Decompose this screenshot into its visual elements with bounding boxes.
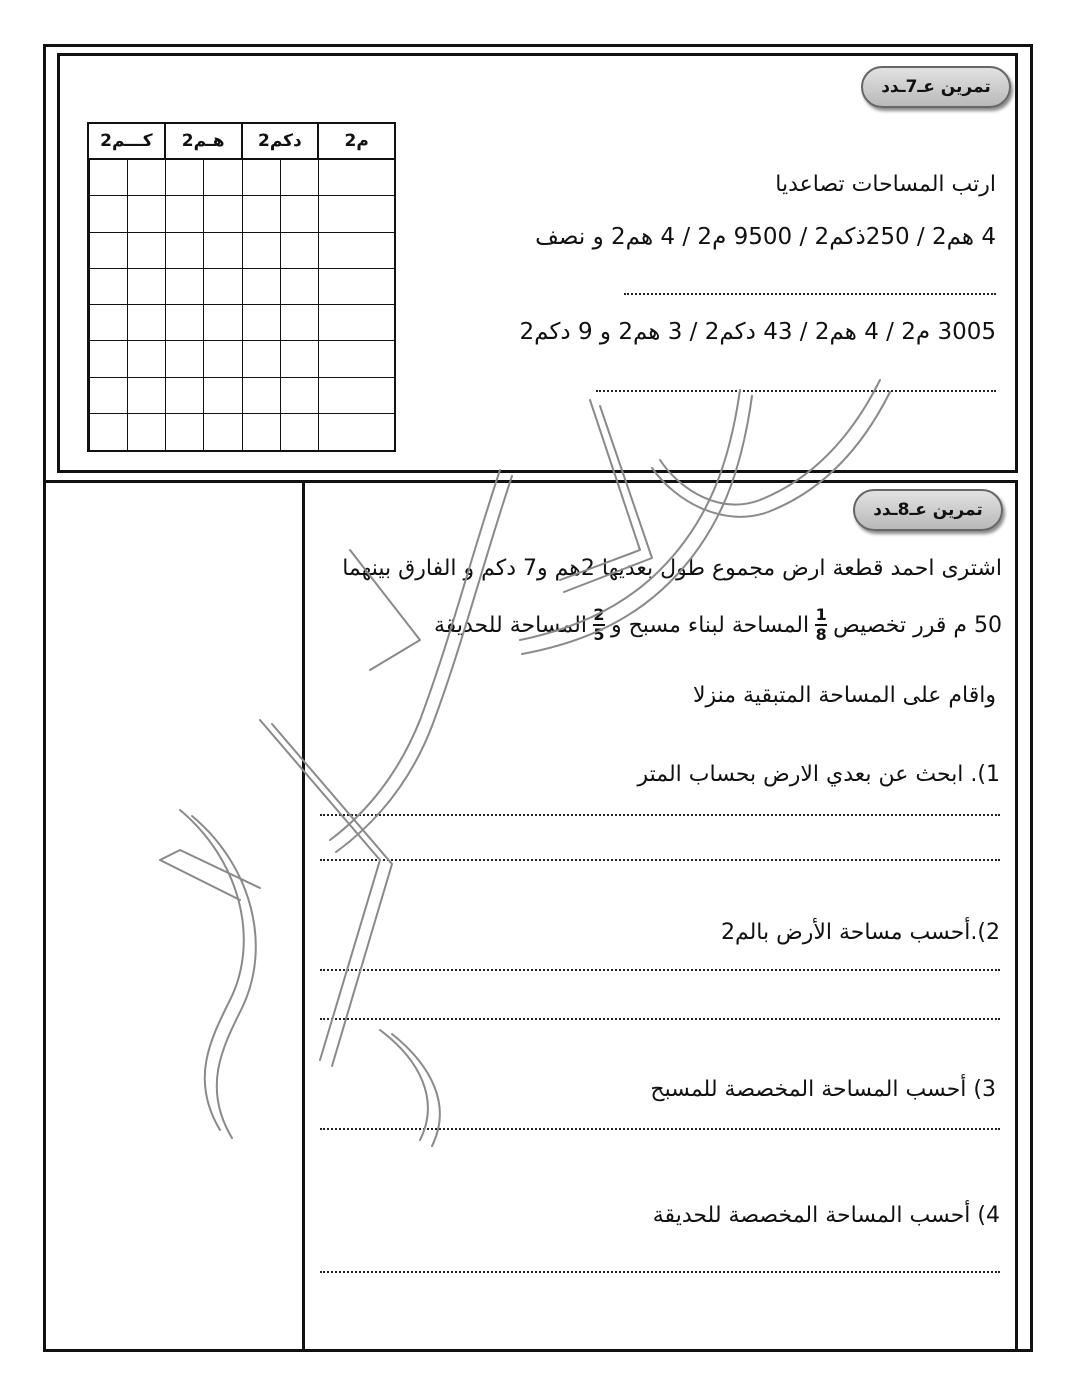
grid-cell[interactable] xyxy=(318,160,356,196)
grid-cell[interactable] xyxy=(280,341,318,377)
grid-cell[interactable] xyxy=(318,269,356,305)
conversion-table xyxy=(87,122,396,452)
grid-cell[interactable] xyxy=(127,414,165,450)
question1-answer-line2[interactable] xyxy=(320,859,1000,861)
grid-cell[interactable] xyxy=(127,196,165,232)
grid-cell[interactable] xyxy=(165,160,203,196)
grid-cell[interactable] xyxy=(127,233,165,269)
grid-cell[interactable] xyxy=(280,196,318,232)
grid-cell[interactable] xyxy=(165,378,203,414)
question2-answer-line2[interactable] xyxy=(320,1018,1000,1020)
header-hm2: هـم2 xyxy=(164,124,241,158)
grid-cell[interactable] xyxy=(318,378,356,414)
grid-cell[interactable] xyxy=(89,196,127,232)
question1-answer-line1[interactable] xyxy=(320,814,1000,816)
grid-cell[interactable] xyxy=(356,196,394,232)
grid-cell[interactable] xyxy=(280,305,318,341)
grid-cell[interactable] xyxy=(127,378,165,414)
exercise8-line3: واقام على المساحة المتبقية منزلا xyxy=(692,683,996,708)
grid-cell[interactable] xyxy=(127,305,165,341)
grid-cell[interactable] xyxy=(242,414,280,450)
grid-cell[interactable] xyxy=(89,160,127,196)
grid-cell[interactable] xyxy=(203,233,241,269)
grid-cell[interactable] xyxy=(242,341,280,377)
grid-cell[interactable] xyxy=(242,160,280,196)
exercise7-answer-line2[interactable] xyxy=(596,390,996,392)
grid-cell[interactable] xyxy=(280,269,318,305)
grid-cell[interactable] xyxy=(318,305,356,341)
question3-answer-line[interactable] xyxy=(320,1128,1000,1130)
grid-cell[interactable] xyxy=(203,414,241,450)
grid-cell[interactable] xyxy=(89,269,127,305)
question4-answer-line[interactable] xyxy=(320,1271,1000,1273)
exercise8-line2-start: 50 م قرر تخصيص xyxy=(833,612,1002,638)
fraction-one-eighth xyxy=(815,606,827,644)
exercise8-right-border xyxy=(1015,480,1018,1351)
exercise8-line1: اشترى احمد قطعة ارض مجموع طول بعديها 2هم و7 دكم و الفارق بينهما xyxy=(342,556,1002,581)
question-3: 3) أحسب المساحة المخصصة للمسبح xyxy=(650,1077,996,1102)
grid-cell[interactable] xyxy=(127,160,165,196)
grid-cell[interactable] xyxy=(89,378,127,414)
grid-cell[interactable] xyxy=(280,160,318,196)
exercise7-row2: 3005 م2 / 4 هم2 / 43 دكم2 / 3 هم2 و 9 دكم2 xyxy=(519,319,996,345)
answer-column xyxy=(43,480,305,1351)
question-2: 2).أحسب مساحة الأرض بالم2 xyxy=(720,920,1000,945)
fraction2-denominator: 5 xyxy=(593,625,605,644)
grid-cell[interactable] xyxy=(242,233,280,269)
grid-cell[interactable] xyxy=(280,414,318,450)
exercise8-line2-middle: المساحة لبناء مسبح و xyxy=(610,612,810,638)
exercise8-badge: تمرين عـ8ـدد xyxy=(853,489,1003,531)
grid-cell[interactable] xyxy=(165,233,203,269)
grid-cell[interactable] xyxy=(318,196,356,232)
grid-cell[interactable] xyxy=(127,341,165,377)
exercise7-row1: 4 هم2 / 250ذكم2 / 9500 م2 / 4 هم2 و نصف xyxy=(535,224,996,250)
grid-cell[interactable] xyxy=(203,269,241,305)
grid-cell[interactable] xyxy=(356,305,394,341)
grid-cell[interactable] xyxy=(356,341,394,377)
grid-cell[interactable] xyxy=(280,233,318,269)
header-km2: كـــم2 xyxy=(100,131,153,151)
grid-cell[interactable] xyxy=(242,305,280,341)
grid-cell[interactable] xyxy=(203,341,241,377)
exercise7-answer-line1[interactable] xyxy=(624,293,996,295)
grid-cell[interactable] xyxy=(318,233,356,269)
grid-cell[interactable] xyxy=(165,196,203,232)
grid-cell[interactable] xyxy=(356,160,394,196)
grid-cell[interactable] xyxy=(280,378,318,414)
question2-answer-line1[interactable] xyxy=(320,969,1000,971)
grid-cell[interactable] xyxy=(356,378,394,414)
fraction-two-fifths xyxy=(593,606,605,644)
grid-cell[interactable] xyxy=(318,341,356,377)
grid-cell[interactable] xyxy=(165,341,203,377)
grid-cell[interactable] xyxy=(203,160,241,196)
exercise7-badge: تمرين عـ7ـدد xyxy=(861,66,1011,108)
grid-cell[interactable] xyxy=(203,305,241,341)
exercise7-instruction: ارتب المساحات تصاعديا xyxy=(775,172,996,197)
question-1: 1). ابحث عن بعدي الارض بحساب المتر xyxy=(637,762,1000,787)
grid-cell[interactable] xyxy=(356,233,394,269)
fraction1-denominator: 8 xyxy=(815,625,827,644)
grid-cell[interactable] xyxy=(203,196,241,232)
grid-cell[interactable] xyxy=(242,378,280,414)
question-4: 4) أحسب المساحة المخصصة للحديقة xyxy=(652,1203,1000,1228)
grid-cell[interactable] xyxy=(165,414,203,450)
grid-cell[interactable] xyxy=(89,414,127,450)
exercise8-line2 xyxy=(434,606,1002,644)
grid-cell[interactable] xyxy=(356,269,394,305)
exercise8-line2-end: المساحة للحديقة xyxy=(433,612,587,638)
conversion-table-grid xyxy=(89,160,394,450)
grid-cell[interactable] xyxy=(89,233,127,269)
grid-cell[interactable] xyxy=(242,269,280,305)
conversion-table-header xyxy=(89,124,394,160)
grid-cell[interactable] xyxy=(89,305,127,341)
grid-cell[interactable] xyxy=(165,305,203,341)
fraction2-numerator: 2 xyxy=(593,605,605,624)
header-dam2: دكم2 xyxy=(241,124,318,158)
grid-cell[interactable] xyxy=(318,414,356,450)
grid-cell[interactable] xyxy=(203,378,241,414)
grid-cell[interactable] xyxy=(89,341,127,377)
header-m2: م2 xyxy=(317,124,394,158)
grid-cell[interactable] xyxy=(127,269,165,305)
fraction1-numerator: 1 xyxy=(815,605,827,624)
grid-cell[interactable] xyxy=(242,196,280,232)
grid-cell[interactable] xyxy=(165,269,203,305)
grid-cell[interactable] xyxy=(356,414,394,450)
